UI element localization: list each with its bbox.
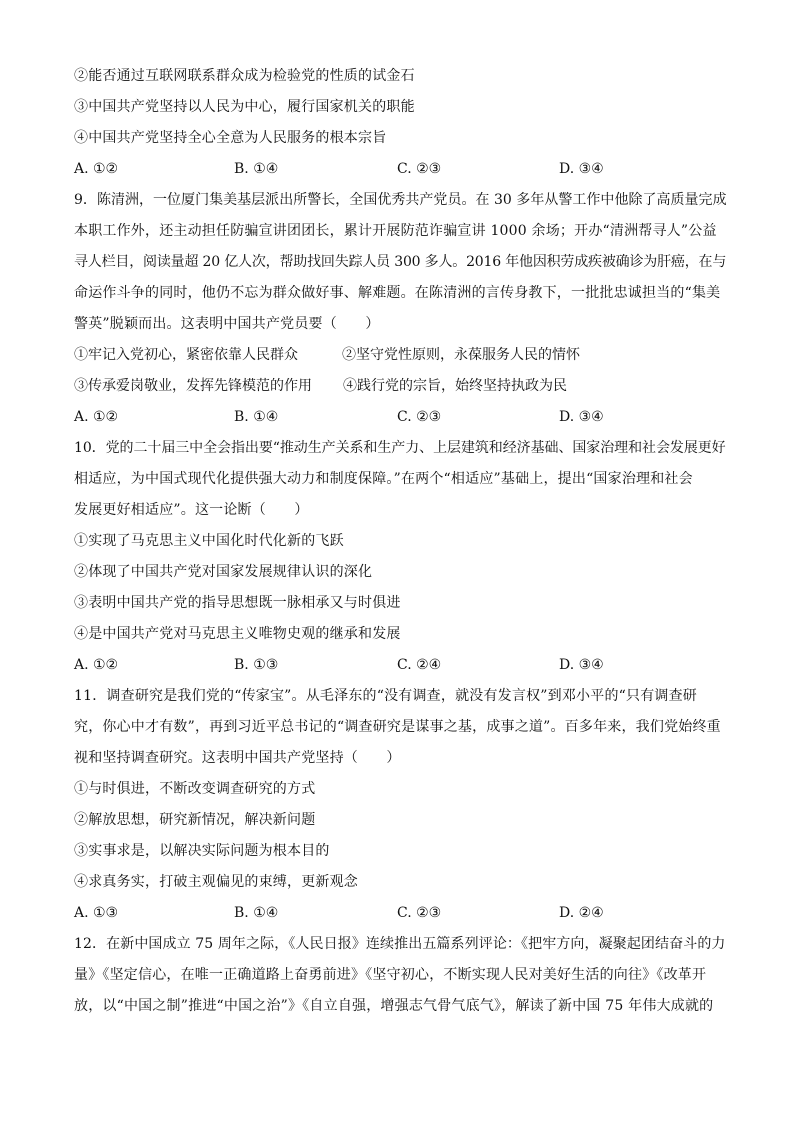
q9-options xyxy=(74,402,726,433)
q9-option-c: C. ②③ xyxy=(397,409,442,425)
q11-choice-3: ③实事求是，以解决实际问题为根本目的 xyxy=(74,843,330,859)
q10-choice-3: ③表明中国共产党的指导思想既一脉相承又与时俱进 xyxy=(74,595,401,611)
q11-choice-2: ②解放思想，研究新情况，解决新问题 xyxy=(74,812,316,828)
q10-choice-4: ④是中国共产党对马克思主义唯物史观的继承和发展 xyxy=(74,626,401,642)
q8-choice-4: ④中国共产党坚持全心全意为人民服务的根本宗旨 xyxy=(74,130,387,146)
q11-stem-line: 11．调查研究是我们党的“传家宝”。从毛泽东的“没有调查，就没有发言权”到邓小平的“只有调查研 xyxy=(74,688,697,704)
q10-stem-line: 10．党的二十届三中全会指出要“推动生产关系和生产力、上层建筑和经济基础、国家治理和社会发展更好 xyxy=(74,440,726,456)
q9-option-a: A. ①② xyxy=(74,409,119,425)
q11-stem-line: 究，你心中才有数”，再到习近平总书记的“调查研究是谋事之基，成事之道”。百多年来，我们党始终重 xyxy=(74,719,721,735)
q11-choice-4: ④求真务实，打破主观偏见的束缚，更新观念 xyxy=(74,874,358,890)
q8-option-c: C. ②③ xyxy=(397,161,442,177)
q9-stem-line: 命运作斗争的同时，他仍不忘为群众做好事、解难题。在陈清洲的言传身教下，一批批忠诚担当的“集美 xyxy=(74,285,721,301)
q9-choice-4: ④践行党的宗旨，始终坚持执政为民 xyxy=(343,378,567,394)
q12-stem-line: 放，以“中国之制”推进“中国之治”》《自立自强，增强志气骨气底气》，解读了新中国 75 年伟大成就的 xyxy=(74,998,714,1014)
q8-option-d: D. ③④ xyxy=(559,161,604,177)
q11-option-a: A. ①③ xyxy=(74,905,119,921)
q9-choices-row-1 xyxy=(74,340,726,371)
q11-option-b: B. ①④ xyxy=(234,905,279,921)
q10-stem-line: 发展更好相适应”。这一论断（ ） xyxy=(74,502,309,518)
q12-stem-line: 12．在新中国成立 75 周年之际，《人民日报》连续推出五篇系列评论：《把牢方向，凝聚起团结奋斗的力 xyxy=(74,936,726,952)
q8-choice-3: ③中国共产党坚持以人民为中心，履行国家机关的职能 xyxy=(74,99,415,115)
q9-stem-line: 寻人栏目，阅读量超 20 亿人次，帮助找回失踪人员 300 多人。2016 年他因积劳成疾被确诊为肝癌，在与 xyxy=(74,254,727,270)
q10-stem-line: 相适应，为中国式现代化提供强大动力和制度保障。”在两个“相适应”基础上，提出“国家治理和社会 xyxy=(74,471,693,487)
q11-choice-1: ①与时俱进，不断改变调查研究的方式 xyxy=(74,781,316,797)
q10-options xyxy=(74,650,726,681)
q9-choice-1: ①牢记入党初心，紧密依靠人民群众 xyxy=(74,347,298,363)
q9-stem-line: 9．陈清洲，一位厦门集美基层派出所警长，全国优秀共产党员。在 30 多年从警工作中他除了高质量完成 xyxy=(74,192,727,208)
q10-choice-1: ①实现了马克思主义中国化时代化新的飞跃 xyxy=(74,533,344,549)
q9-choice-3: ③传承爱岗敬业，发挥先锋模范的作用 xyxy=(74,378,312,394)
q10-option-d: D. ③④ xyxy=(559,657,604,673)
q11-option-c: C. ②③ xyxy=(397,905,442,921)
q9-choices-row-2 xyxy=(74,371,726,402)
q9-option-b: B. ①④ xyxy=(234,409,279,425)
q9-choice-2: ②坚守党性原则，永葆服务人民的情怀 xyxy=(342,347,580,363)
q8-option-a: A. ①② xyxy=(74,161,119,177)
q10-option-b: B. ①③ xyxy=(234,657,279,673)
q11-options xyxy=(74,898,726,929)
q10-choice-2: ②体现了中国共产党对国家发展规律认识的深化 xyxy=(74,564,373,580)
q9-option-d: D. ③④ xyxy=(559,409,604,425)
q11-stem-line: 视和坚持调查研究。这表明中国共产党坚持（ ） xyxy=(74,750,401,766)
q10-option-a: A. ①② xyxy=(74,657,119,673)
q11-option-d: D. ②④ xyxy=(559,905,604,921)
q10-option-c: C. ②④ xyxy=(397,657,442,673)
q9-stem-line: 警英”脱颖而出。这表明中国共产党员要（ ） xyxy=(74,316,380,332)
q8-option-b: B. ①④ xyxy=(234,161,279,177)
q8-choice-2: ②能否通过互联网联系群众成为检验党的性质的试金石 xyxy=(74,68,415,84)
q12-stem-line: 量》《坚定信心，在唯一正确道路上奋勇前进》《坚守初心，不断实现人民对美好生活的向往》《改革开 xyxy=(74,967,707,983)
q8-options xyxy=(74,154,726,185)
q9-stem-line: 本职工作外，还主动担任防骗宣讲团团长，累计开展防范诈骗宣讲 1000 余场；开办“清洲帮寻人”公益 xyxy=(74,223,717,239)
exam-page xyxy=(74,61,726,1022)
